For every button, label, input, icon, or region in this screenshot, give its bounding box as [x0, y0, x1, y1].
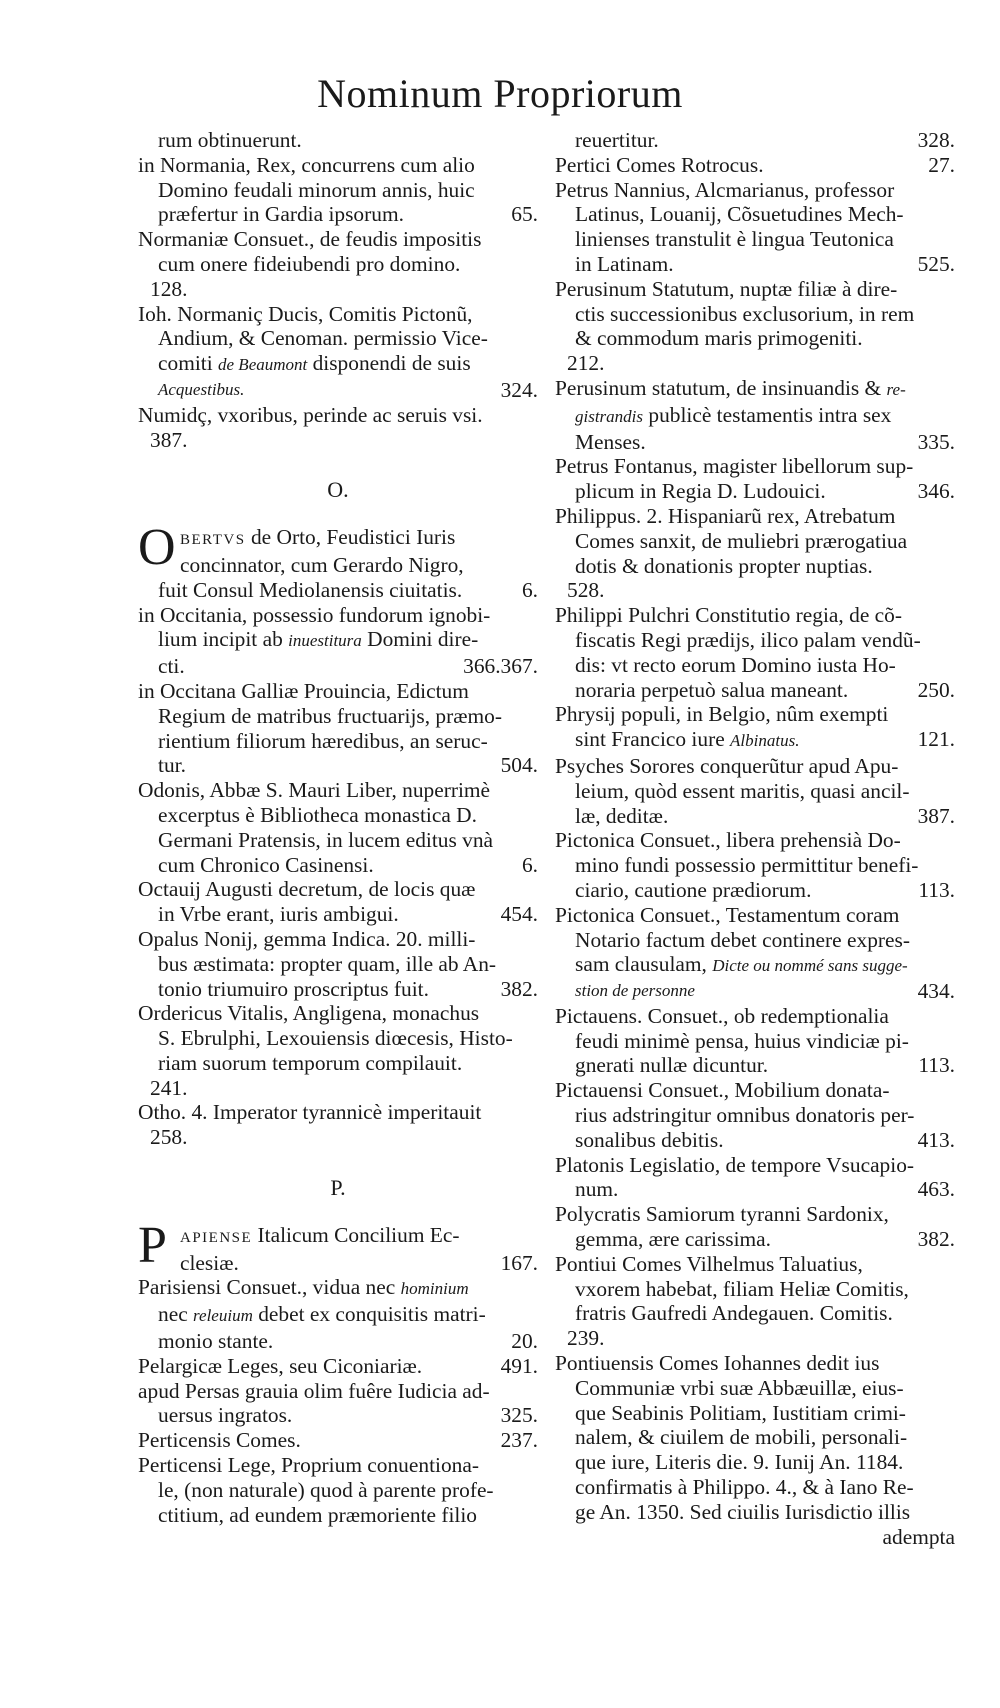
entry-text: fuit Consul Mediolanensis ciuitatis.: [158, 577, 463, 602]
index-entry: [555, 903, 955, 1004]
entry-line: Communiæ vrbi suæ Abbæuillæ, eius-: [575, 1375, 904, 1400]
entry-line: Ioh. Normaniç Ducis, Comitis Pictonũ,: [138, 301, 473, 326]
entry-line: [138, 853, 538, 878]
page-ref: 27.: [928, 152, 955, 177]
entry-italic: de Beaumont: [218, 355, 308, 375]
entry-line: [555, 804, 955, 829]
index-entry: [138, 1216, 538, 1276]
index-entry: [138, 1100, 538, 1150]
entry-line: que iure, Literis die. 9. Iunij An. 1184.: [575, 1450, 904, 1475]
entry-line: [555, 252, 955, 277]
entry-line: in Occitania, possessio fundorum ignobi-: [138, 602, 491, 627]
entry-text: tonio triumuiro proscriptus fuit.: [158, 976, 429, 1001]
entry-line: Opalus Nonij, gemma Indica. 20. milli-: [138, 926, 476, 951]
index-entry: [138, 128, 538, 153]
index-entry: [138, 302, 538, 403]
left-column: [138, 128, 538, 1527]
entry-line: [555, 1177, 955, 1202]
entry-italic: re-: [886, 379, 906, 399]
entry-text: lium incipit ab: [158, 627, 289, 652]
entry-text: Perticensis Comes.: [138, 1428, 301, 1453]
entry-text: comiti: [158, 351, 219, 376]
entry-line: Normaniæ Consuet., de feudis impositis: [138, 227, 482, 252]
drop-cap: P: [138, 1216, 167, 1274]
entry-smallcaps: BERTVS: [180, 532, 246, 549]
index-entry: [555, 128, 955, 153]
index-entry: [555, 178, 955, 277]
entry-smallcaps: APIENSE: [180, 1229, 253, 1246]
index-entry: [555, 1078, 955, 1152]
entry-line: fiscatis Regi prædijs, ilico palam vendũ-: [575, 627, 921, 652]
page-ref: 121.: [917, 727, 955, 752]
entry-text: præfertur in Gardia ipsorum.: [158, 202, 404, 227]
page-ref: 434.: [917, 979, 955, 1004]
page-ref: 167.: [500, 1250, 538, 1275]
index-entry: [138, 403, 538, 453]
index-entry: [555, 376, 955, 454]
index-entry: [138, 927, 538, 1001]
page-ref: 504.: [500, 753, 538, 778]
entry-line: Platonis Legislatio, de tempore Vsucapio-: [555, 1152, 915, 1177]
entry-line: leium, quòd essent maritis, quasi ancil-: [575, 778, 910, 803]
entry-line: [555, 479, 955, 504]
entry-line: [138, 578, 538, 603]
entry-line: Latinus, Louanij, Cõsuetudines Mech-: [575, 202, 904, 227]
entry-line: ctitium, ad eundem præmoriente filio: [158, 1502, 478, 1527]
entry-line: Petrus Nannius, Alcmarianus, professor: [555, 177, 895, 202]
index-entry: [555, 504, 955, 603]
index-entry: [138, 519, 538, 578]
entry-line: feudi minimè pensa, huius vindiciæ pi-: [575, 1028, 909, 1053]
page-ref: 237.: [500, 1428, 538, 1453]
entry-line: Petrus Fontanus, magister libellorum sup-: [555, 454, 914, 479]
entry-line: [138, 378, 538, 403]
entry-line: [555, 727, 955, 754]
page-ref: 128.: [150, 276, 188, 301]
entry-text: monio stante.: [158, 1329, 274, 1354]
page-ref: 239.: [567, 1326, 605, 1351]
page-ref: 113.: [918, 1053, 955, 1078]
page-ref: 491.: [500, 1353, 538, 1378]
entry-line: rius adstringitur omnibus donatoris per-: [575, 1103, 915, 1128]
entry-italic: releuium: [193, 1306, 253, 1326]
page-ref: 528.: [567, 578, 605, 603]
entry-text: sam clausulam,: [575, 952, 713, 977]
entry-line: [138, 654, 538, 679]
entry-line: ctis successionibus exclusorium, in rem: [575, 301, 915, 326]
index-entry: [138, 1354, 538, 1379]
entry-line: confirmatis à Philippo. 4., & à Iano Re-: [575, 1475, 914, 1500]
entry-line: & commodum maris primogeniti.: [575, 326, 863, 351]
page-ref: 382.: [500, 976, 538, 1001]
entry-line: [555, 678, 955, 703]
index-entry: [138, 778, 538, 877]
page-ref: 463.: [917, 1177, 955, 1202]
entry-line: [138, 902, 538, 927]
entry-line: Polycratis Samiorum tyranni Sardonix,: [555, 1202, 889, 1227]
entry-text: nec: [158, 1302, 194, 1327]
running-head: Nominum Propriorum: [317, 71, 683, 116]
drop-cap: O: [138, 519, 176, 577]
entry-line: mino fundi possessio permittitur benefi-: [575, 853, 919, 878]
section-letter-p: P.: [330, 1175, 346, 1201]
entry-line: [555, 403, 955, 430]
index-entry: [138, 153, 538, 227]
page-ref: 382.: [917, 1227, 955, 1252]
entry-line: Regium de matribus fructuarijs, præmo-: [158, 703, 502, 728]
entry-line: cum onere fideiubendi pro domino.: [158, 251, 461, 276]
entry-line: riam suorum temporum compilauit.: [158, 1050, 463, 1075]
entry-line: [180, 1251, 538, 1276]
page-ref: 328.: [917, 128, 955, 152]
entry-line: Phrysij populi, in Belgio, nûm exempti: [555, 702, 889, 727]
entry-line: linienses transtulit è lingua Teutonica: [575, 227, 894, 252]
entry-text: num.: [575, 1177, 619, 1202]
entry-italic: Albinatus.: [730, 731, 800, 751]
index-entry: [138, 877, 538, 927]
index-entry: [138, 578, 538, 603]
entry-text: in Vrbe erant, iuris ambigui.: [158, 902, 399, 927]
entry-line: Philippi Pulchri Constitutio regia, de cõ-: [555, 603, 902, 628]
entry-line: Comes sanxit, de muliebri prærogatiua: [575, 528, 908, 553]
entry-line: le, (non naturale) quod à parente profe-: [158, 1477, 494, 1502]
entry-text: Perusinum statutum, de insinuandis &: [555, 375, 887, 400]
entry-line: [138, 627, 538, 654]
page-ref: 65.: [511, 202, 538, 227]
entry-text: Parisiensi Consuet., vidua nec: [138, 1275, 401, 1300]
entry-text: disponendi de suis: [307, 351, 471, 376]
page-ref: 335.: [917, 429, 955, 454]
entry-text: sint Francico iure: [575, 727, 731, 752]
entry-text: noraria perpetuò salua maneant.: [575, 677, 849, 702]
right-column: [555, 128, 955, 1549]
entry-line: [555, 430, 955, 455]
index-entry: [138, 679, 538, 778]
index-entry: [555, 1004, 955, 1078]
entry-line: ge An. 1350. Sed ciuilis Iurisdictio illis: [575, 1499, 911, 1524]
entry-line: [138, 1329, 538, 1354]
entry-line: [138, 1354, 538, 1379]
entry-line: Notario factum debet continere expres-: [575, 927, 910, 952]
entry-text: de Orto, Feudistici Iuris: [245, 525, 456, 550]
entry-line: Domino feudali minorum annis, huic: [158, 177, 475, 202]
entry-text: tur.: [158, 753, 186, 778]
entry-text: publicè testamentis intra sex: [643, 402, 892, 427]
entry-italic: hominium: [400, 1279, 469, 1299]
index-entry: [555, 454, 955, 504]
entry-line: in Normania, Rex, concurrens cum alio: [138, 152, 475, 177]
page-ref: 413.: [917, 1127, 955, 1152]
entry-line: Ordericus Vitalis, Angligena, monachus: [138, 1001, 480, 1026]
page-ref: 6.: [521, 577, 538, 602]
entry-italic: Acquestibus.: [158, 379, 245, 399]
index-entry: [138, 603, 538, 679]
index-entry: [555, 828, 955, 902]
entry-line: que Seabinis Politiam, Iustitiam crimi-: [575, 1400, 906, 1425]
entry-line: Pictonica Consuet., libera prehensià Do-: [555, 828, 901, 853]
page-ref: 212.: [567, 351, 605, 376]
page-ref: 324.: [500, 377, 538, 402]
entry-line: Philippus. 2. Hispaniarũ rex, Atrebatum: [555, 503, 896, 528]
index-entry: [138, 1275, 538, 1353]
index-entry: [555, 702, 955, 754]
entry-line: fratris Gaufredi Andegauen. Comitis.: [575, 1301, 893, 1326]
page-ref: 113.: [918, 877, 955, 902]
index-entry: [555, 1252, 955, 1351]
entry-line: Odonis, Abbæ S. Mauri Liber, nuperrimè: [138, 778, 491, 803]
entry-line: [138, 977, 538, 1002]
entry-italic: inuestitura: [288, 631, 362, 651]
entry-line: concinnator, cum Gerardo Nigro,: [180, 552, 464, 577]
section-letter-o: O.: [327, 477, 349, 503]
entry-line: Psyches Sorores conquerũtur apud Apu-: [555, 753, 899, 778]
entry-text: sonalibus debitis.: [575, 1127, 724, 1152]
entry-text: plicum in Regia D. Ludouici.: [575, 479, 826, 504]
entry-line: Pictauensi Consuet., Mobilium donata-: [555, 1078, 890, 1103]
entry-line: [180, 525, 538, 553]
index-entry: [555, 153, 955, 178]
catchword: adempta: [882, 1524, 955, 1549]
entry-line: rientium filiorum hæredibus, an seruc-: [158, 728, 488, 753]
index-entry: [138, 1379, 538, 1429]
entry-line: rum obtinuerunt.: [158, 128, 302, 152]
entry-line: [138, 1428, 538, 1453]
entry-line: excerptus è Bibliotheca monastica D.: [158, 802, 477, 827]
entry-text: Menses.: [575, 429, 646, 454]
index-entry: [555, 1351, 955, 1549]
entry-line: Numidç, vxoribus, perinde ac seruis vsi.: [138, 402, 483, 427]
entry-line: in Occitana Galliæ Prouincia, Edictum: [138, 678, 469, 703]
entry-line: Octauij Augusti decretum, de locis quæ: [138, 877, 476, 902]
index-entry: [555, 754, 955, 828]
entry-line: Pictauens. Consuet., ob redemptionalia: [555, 1003, 889, 1028]
entry-text: Pelargicæ Leges, seu Ciconiariæ.: [138, 1353, 423, 1378]
entry-line: [138, 202, 538, 227]
entry-text: ciario, cautione prædiorum.: [575, 877, 812, 902]
page-ref: 241.: [150, 1075, 188, 1100]
page-ref: 387.: [917, 803, 955, 828]
index-entry: [555, 277, 955, 376]
entry-line: [138, 1403, 538, 1428]
index-entry: [555, 1153, 955, 1203]
entry-text: gemma, ære carissima.: [575, 1227, 772, 1252]
entry-line: [555, 376, 955, 403]
page-ref: 20.: [511, 1329, 538, 1354]
index-entry: [138, 1453, 538, 1527]
entry-text: reuertitur.: [575, 128, 659, 152]
page-ref: 387.: [150, 427, 188, 452]
entry-line: [555, 1053, 955, 1078]
entry-text: Pertici Comes Rotrocus.: [555, 152, 764, 177]
entry-line: [180, 1223, 538, 1251]
entry-line: nalem, & ciuilem de mobili, personali-: [575, 1425, 908, 1450]
index-entry: [138, 1428, 538, 1453]
page-ref: 454.: [500, 902, 538, 927]
index-entry: [138, 1001, 538, 1100]
entry-text: [575, 727, 799, 754]
index-entry: [138, 227, 538, 301]
entry-line: vxorem habebat, filiam Heliæ Comitis,: [575, 1276, 909, 1301]
entry-line: [555, 952, 955, 979]
entry-text: læ, deditæ.: [575, 803, 669, 828]
entry-text: clesiæ.: [180, 1250, 239, 1275]
entry-line: Otho. 4. Imperator tyrannicè imperitauit: [138, 1100, 482, 1125]
entry-line: [138, 753, 538, 778]
entry-line: Pontiuensis Comes Iohannes dedit ius: [555, 1351, 880, 1376]
entry-text: gnerati nullæ dicuntur.: [575, 1053, 769, 1078]
index-entry: [555, 603, 955, 702]
entry-line: [555, 979, 955, 1004]
entry-text: Italicum Concilium Ec-: [252, 1222, 460, 1247]
page-ref: 366.367.: [463, 654, 538, 679]
entry-line: Pontiui Comes Vilhelmus Taluatius,: [555, 1251, 863, 1276]
entry-line: Pictonica Consuet., Testamentum coram: [555, 902, 900, 927]
entry-line: bus æstimata: propter quam, ille ab An-: [158, 951, 497, 976]
page-ref: 250.: [917, 677, 955, 702]
entry-line: Andium, & Cenoman. permissio Vice-: [158, 326, 488, 351]
entry-line: [555, 1128, 955, 1153]
page-ref: 346.: [917, 479, 955, 504]
entry-line: [555, 1227, 955, 1252]
entry-text: Domini dire-: [361, 627, 479, 652]
entry-line: [138, 351, 538, 378]
entry-line: [555, 128, 955, 153]
entry-line: [138, 1302, 538, 1329]
entry-text: cti.: [158, 654, 185, 679]
page-ref: 6.: [521, 852, 538, 877]
entry-text: uersus ingratos.: [158, 1403, 293, 1428]
entry-line: [138, 1275, 538, 1302]
entry-text: debet ex conquisitis matri-: [252, 1302, 486, 1327]
entry-line: apud Persas grauia olim fuêre Iudicia ad-: [138, 1378, 490, 1403]
entry-text: cum Chronico Casinensi.: [158, 852, 374, 877]
page-ref: 525.: [917, 251, 955, 276]
entry-line: Germani Pratensis, in lucem editus vnà: [158, 827, 494, 852]
entry-line: Perticensi Lege, Proprium conuentiona-: [138, 1453, 479, 1478]
entry-italic: gistrandis: [575, 406, 644, 426]
page-ref: 258.: [150, 1125, 188, 1150]
entry-line: Perusinum Statutum, nuptæ filiæ à dire-: [555, 276, 898, 301]
entry-line: dis: vt recto eorum Domino iusta Ho-: [575, 652, 896, 677]
entry-text: in Latinam.: [575, 251, 674, 276]
index-entry: [555, 1202, 955, 1252]
entry-italic: Dicte ou nommé sans sugge-: [712, 956, 908, 976]
entry-line: S. Ebrulphi, Lexouiensis diœcesis, Histo-: [158, 1026, 513, 1051]
entry-line: dotis & donationis propter nuptias.: [575, 553, 873, 578]
entry-line: [555, 878, 955, 903]
entry-line: [555, 153, 955, 178]
page-ref: 325.: [500, 1403, 538, 1428]
entry-italic: stion de personne: [575, 981, 695, 1001]
